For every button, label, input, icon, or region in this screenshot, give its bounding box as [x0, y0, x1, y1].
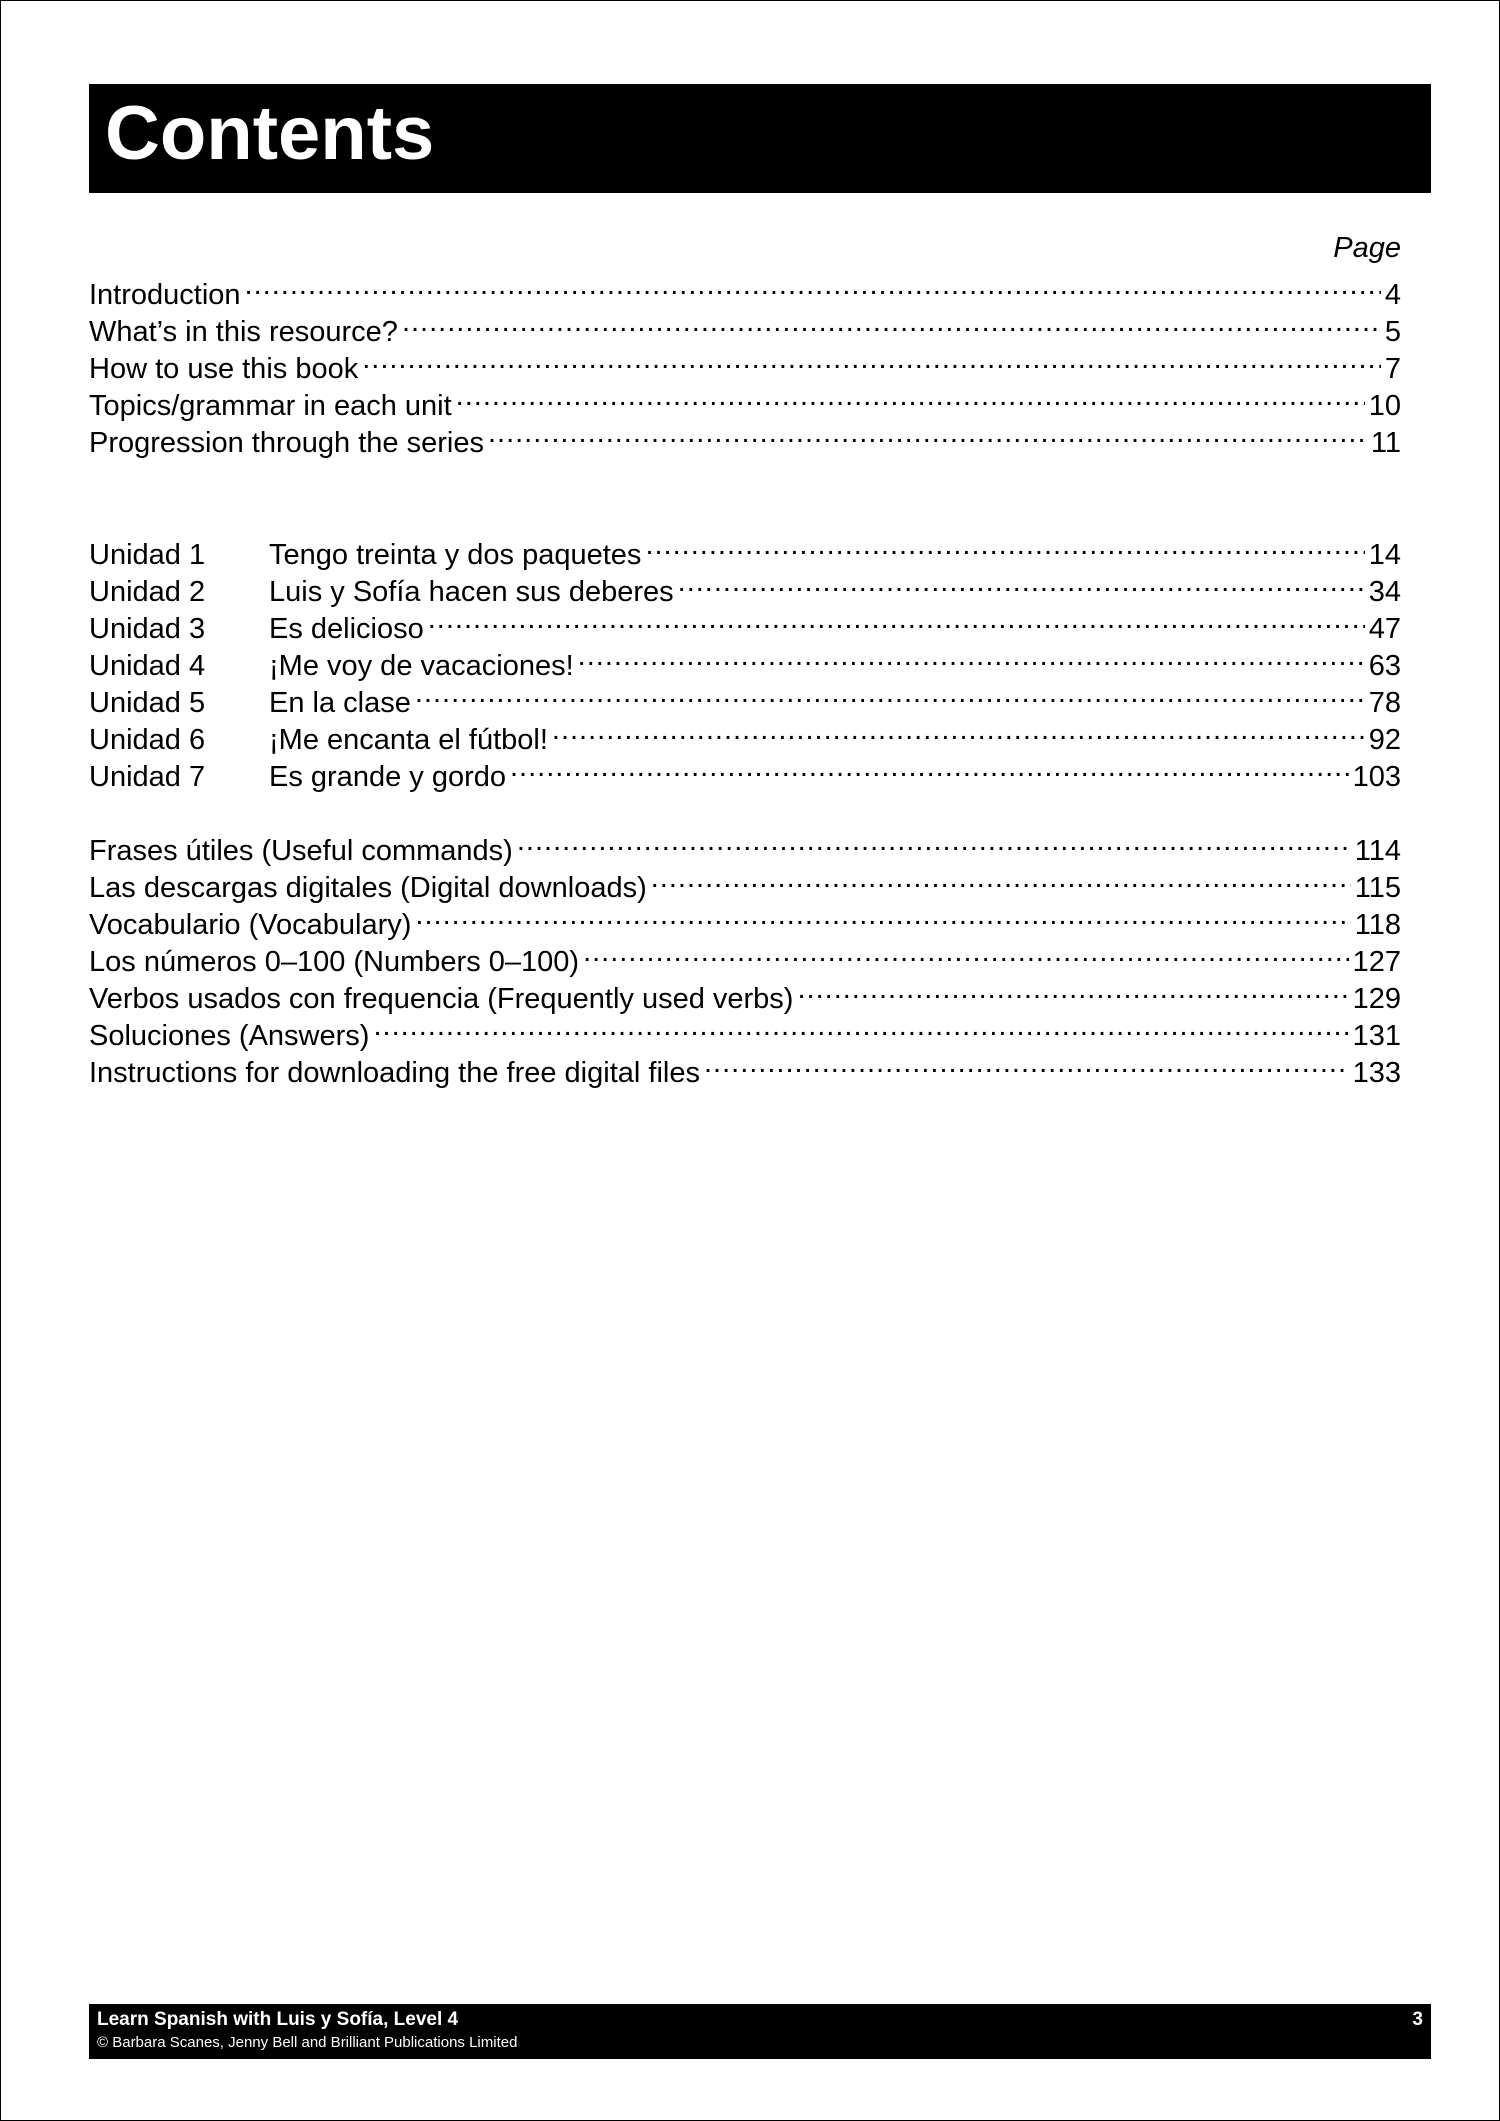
toc-entry-title: Luis y Sofía hacen sus deberes: [269, 576, 674, 608]
toc-dot-leader: [578, 638, 1365, 675]
toc-dot-leader: [704, 1045, 1349, 1082]
toc-unit-label: Unidad 6: [89, 724, 206, 756]
toc-dot-leader: [245, 267, 1381, 304]
toc-entry-title: Es grande y gordo: [269, 761, 506, 793]
toc-dot-leader: [415, 897, 1350, 934]
toc-page-number: 63: [1368, 650, 1401, 682]
toc-dot-leader: [552, 712, 1365, 749]
toc-entry-title: Tengo treinta y dos paquetes: [269, 539, 642, 571]
toc-page-number: 14: [1368, 539, 1401, 571]
toc-entry-title: Instructions for downloading the free digital files: [89, 1057, 700, 1089]
toc-page-number: 7: [1384, 353, 1401, 385]
toc-page-number: 115: [1354, 872, 1401, 904]
toc-page-number: 34: [1368, 576, 1401, 608]
toc-dot-leader: [402, 304, 1381, 341]
toc-dot-leader: [517, 823, 1351, 860]
toc-entry-title: What’s in this resource?: [89, 316, 398, 348]
toc-entry-title: How to use this book: [89, 353, 359, 385]
toc-entry-title: En la clase: [269, 687, 411, 719]
toc-units-section: [89, 527, 1401, 793]
toc-unit-label: Unidad 3: [89, 613, 206, 645]
toc-entry-title: Es delicioso: [269, 613, 424, 645]
toc-intro-section: [89, 267, 1401, 459]
toc-dot-leader: [488, 415, 1367, 452]
toc-unit-label: Unidad 1: [89, 539, 206, 571]
title-bar: [89, 84, 1431, 193]
footer-bar: [89, 2004, 1431, 2059]
toc-dot-leader: [645, 527, 1364, 564]
toc-dot-leader: [651, 860, 1351, 897]
toc-entry-title: Los números 0–100 (Numbers 0–100): [89, 946, 580, 978]
toc-unit-label: Unidad 2: [89, 576, 206, 608]
toc-page-number: 5: [1384, 316, 1401, 348]
toc-entry-title: Verbos usados con frequencia (Frequently used verbs): [89, 983, 794, 1015]
toc-dot-leader: [428, 601, 1365, 638]
footer-book-title: Learn Spanish with Luis y Sofía, Level 4: [97, 2009, 459, 2030]
toc-dot-leader: [583, 934, 1349, 971]
toc-page-number: 4: [1384, 279, 1401, 311]
toc-entry-title: ¡Me encanta el fútbol!: [269, 724, 548, 756]
toc-page-number: 127: [1352, 946, 1401, 978]
toc-entry: [89, 823, 1401, 867]
toc-entry: [89, 527, 1401, 571]
footer-page-number: 3: [1412, 2009, 1423, 2030]
toc-page-number: 10: [1368, 390, 1401, 422]
toc-page-number: 118: [1354, 909, 1401, 941]
toc-entry-title: Topics/grammar in each unit: [89, 390, 452, 422]
toc-unit-label: Unidad 4: [89, 650, 206, 682]
toc-entry-title: Las descargas digitales (Digital downloads): [89, 872, 647, 904]
toc-entry-title: ¡Me voy de vacaciones!: [269, 650, 574, 682]
toc-entry: [89, 304, 1401, 348]
toc-entry-title: Soluciones (Answers): [89, 1020, 370, 1052]
toc-page-number: 131: [1352, 1020, 1401, 1052]
toc-appendix-section: [89, 823, 1401, 1089]
toc-page-number: 114: [1354, 835, 1401, 867]
toc-dot-leader: [373, 1008, 1348, 1045]
toc-page-number: 129: [1352, 983, 1401, 1015]
toc-page-number: 133: [1352, 1057, 1401, 1089]
toc-dot-leader: [415, 675, 1365, 712]
toc-dot-leader: [456, 378, 1365, 415]
toc-page-number: 103: [1352, 761, 1401, 793]
page-column-heading: Page: [1333, 232, 1401, 264]
toc-dot-leader: [797, 971, 1348, 1008]
toc-page-number: 92: [1368, 724, 1401, 756]
toc-entry-title: Frases útiles (Useful commands): [89, 835, 513, 867]
page-title: Contents: [105, 91, 435, 176]
toc-entry: [89, 267, 1401, 311]
toc-entry-title: Progression through the series: [89, 427, 484, 459]
toc-entry-title: Vocabulario (Vocabulary): [89, 909, 412, 941]
toc-dot-leader: [510, 749, 1349, 786]
toc-page-number: 47: [1368, 613, 1401, 645]
toc-page-number: 11: [1370, 427, 1401, 459]
toc-dot-leader: [362, 341, 1381, 378]
toc-entry-title: Introduction: [89, 279, 241, 311]
toc-unit-label: Unidad 5: [89, 687, 206, 719]
footer-copyright: © Barbara Scanes, Jenny Bell and Brilliant Publications Limited: [97, 2034, 518, 2051]
toc-dot-leader: [678, 564, 1365, 601]
toc-unit-label: Unidad 7: [89, 761, 206, 793]
toc-page-number: 78: [1368, 687, 1401, 719]
